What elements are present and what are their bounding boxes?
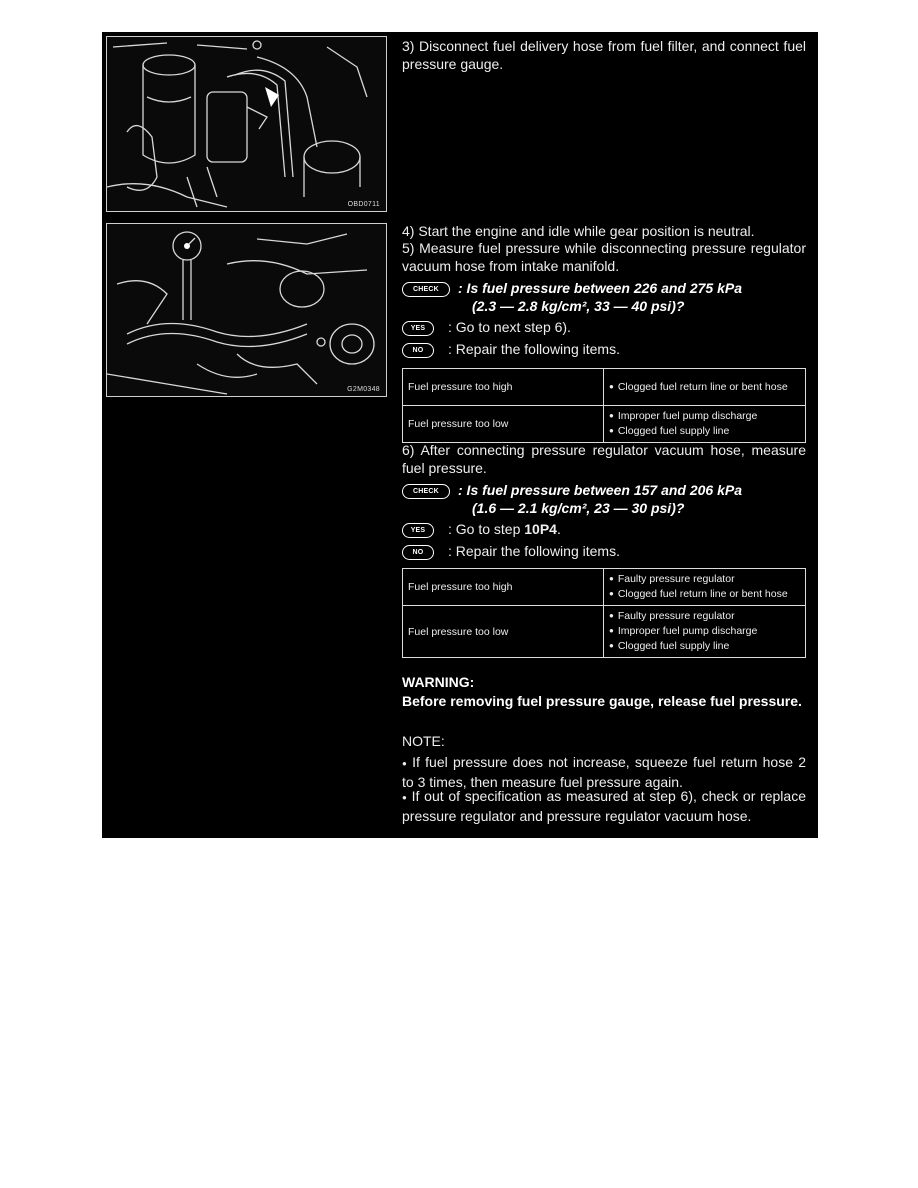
list-item: ● Faulty pressure regulator [609, 572, 800, 587]
figure-pressure-gauge [106, 223, 387, 397]
figure-code: OBD0711 [347, 201, 380, 208]
warning-title: WARNING: [402, 674, 475, 690]
yes-badge: YES [402, 321, 434, 336]
no-answer-2 [402, 543, 806, 561]
step-6-text: 6) After connecting pressure regulator vacuum hose, measure fuel pressure. [402, 442, 806, 476]
check-2-line1: : Is fuel pressure between 157 and 206 kPa [458, 482, 743, 498]
yes-answer-1 [402, 319, 806, 337]
yes-2-prefix: : Go to step [448, 521, 525, 537]
table-row [403, 606, 806, 658]
step-4-text: 4) Start the engine and idle while gear position is neutral. [402, 223, 755, 239]
warning-text: Before removing fuel pressure gauge, release fuel pressure. [402, 693, 802, 709]
items-cell [604, 606, 806, 658]
condition-cell: Fuel pressure too high [403, 369, 604, 406]
items-cell [604, 406, 806, 443]
no-badge: NO [402, 545, 434, 560]
step-5-text: 5) Measure fuel pressure while disconnecting pressure regulator vacuum hose from intake manifold. [402, 240, 806, 274]
list-item: ● Clogged fuel supply line [609, 424, 800, 439]
yes-2-suffix: . [556, 521, 561, 537]
list-item: ● Faulty pressure regulator [609, 609, 800, 624]
no-2-text: : Repair the following items. [448, 543, 620, 559]
engine-illustration-1 [107, 37, 386, 211]
condition-cell: Fuel pressure too low [403, 406, 604, 443]
repair-table-2 [402, 568, 806, 658]
items-cell [604, 369, 806, 406]
check-badge: CHECK [402, 282, 450, 297]
list-item: ● Improper fuel pump discharge [609, 624, 800, 639]
check-2-line2: (1.6 — 2.1 kg/cm², 23 — 30 psi)? [472, 500, 685, 516]
engine-illustration-2 [107, 224, 386, 396]
note-title: NOTE: [402, 733, 445, 749]
note-item-2: ● If out of specification as measured at step 6), check or replace pressure regulator and pressure regulator vacuum hose. [402, 788, 806, 825]
table-row [403, 406, 806, 443]
condition-cell: Fuel pressure too low [403, 606, 604, 658]
figure-fuel-filter [106, 36, 387, 212]
no-badge: NO [402, 343, 434, 358]
check-question-2 [402, 482, 806, 518]
repair-table-1 [402, 368, 806, 443]
no-1-text: : Repair the following items. [448, 341, 620, 357]
list-item: ● Improper fuel pump discharge [609, 409, 800, 424]
yes-answer-2 [402, 521, 806, 539]
step-3-text: 3) Disconnect fuel delivery hose from fuel filter, and connect fuel pressure gauge. [402, 38, 806, 72]
condition-cell: Fuel pressure too high [403, 569, 604, 606]
check-badge: CHECK [402, 484, 450, 499]
yes-1-text: : Go to next step 6). [448, 319, 571, 335]
yes-2-text [448, 521, 561, 539]
list-item: ● Clogged fuel return line or bent hose [609, 587, 800, 602]
yes-badge: YES [402, 523, 434, 538]
figure-code: G2M0348 [347, 386, 380, 393]
step-reference: 10P4 [524, 521, 557, 537]
check-1-line2: (2.3 — 2.8 kg/cm², 33 — 40 psi)? [472, 298, 685, 314]
check-question-1 [402, 280, 806, 316]
note-item-1: ● If fuel pressure does not increase, squeeze fuel return hose 2 to 3 times, then measure fuel pressure again. [402, 754, 806, 791]
list-item: ● Clogged fuel return line or bent hose [609, 380, 800, 395]
items-cell [604, 569, 806, 606]
table-row [403, 569, 806, 606]
document-panel [102, 32, 818, 838]
no-answer-1 [402, 341, 806, 359]
check-1-line1: : Is fuel pressure between 226 and 275 kPa [458, 280, 743, 296]
table-row [403, 369, 806, 406]
list-item: ● Clogged fuel supply line [609, 639, 800, 654]
